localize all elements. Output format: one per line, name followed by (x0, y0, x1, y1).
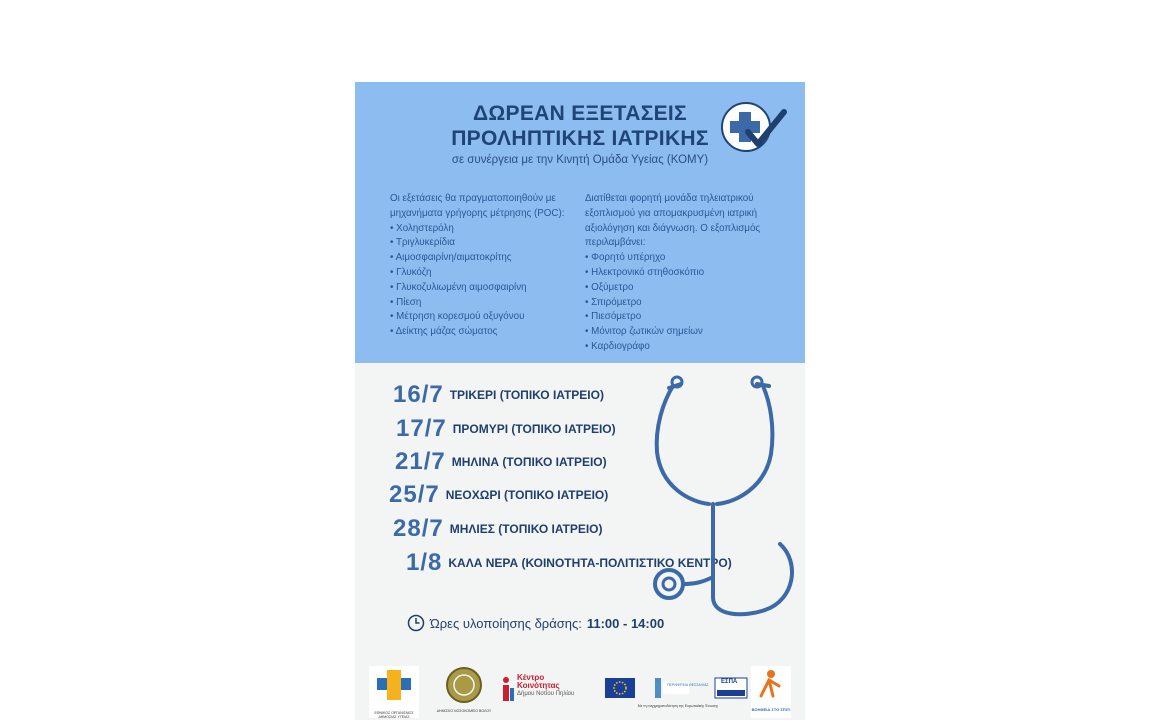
schedule-row (389, 479, 608, 511)
schedule-row (393, 513, 603, 545)
poc-tests-list (390, 222, 585, 340)
hospital-logo (435, 666, 493, 718)
list-item: • Χοληστερόλη (390, 222, 585, 237)
header-panel (355, 82, 805, 363)
hours-value: 11:00 - 14:00 (586, 615, 665, 631)
schedule-date: 16/7 (393, 381, 444, 408)
list-item: • Ηλεκτρονικό στηθοσκόπιο (585, 266, 795, 281)
schedule-date: 28/7 (393, 515, 444, 542)
schedule-row (393, 379, 604, 411)
list-item: • Πίεση (390, 296, 585, 311)
kentro-line3: Δήμου Νοτίου Πηλίου (517, 691, 575, 697)
list-item: • Φορητό υπέρηχο (585, 251, 795, 266)
poc-tests-column (390, 192, 585, 340)
schedule-row (396, 413, 616, 445)
home-help-figure-icon (751, 666, 791, 702)
eody-logo (369, 666, 419, 718)
poster-subtitle: σε συνέργεια με την Κινητή Ομάδα Υγείας (ΚΟΜΥ) (451, 154, 709, 166)
schedule-place: ΤΡΙΚΕΡΙ (ΤΟΠΙΚΟ ΙΑΤΡΕΙΟ) (449, 388, 604, 402)
kentro-line2: Κοινότητας (517, 681, 560, 690)
stethoscope-icon (645, 372, 805, 622)
poster (355, 82, 805, 720)
eu-partners-logo (603, 674, 753, 714)
schedule-place: ΚΑΛΑ ΝΕΡΑ (ΚΟΙΝΟΤΗΤΑ-ΠΟΛΙΤΙΣΤΙΚΟ ΚΕΝΤΡΟ) (448, 556, 732, 570)
espa-label: ΕΣΠΑ (721, 679, 738, 685)
hours-line (407, 614, 664, 632)
telemedicine-column (585, 192, 795, 355)
home-help-logo (751, 666, 791, 718)
telemedicine-intro: Διατίθεται φορητή μονάδα τηλειατρικού εξοπλισμού για απομακρυσμένη ιατρική αξιολόγηση και διάγνωση. Ο εξοπλισμός περιλαμβάνει: (585, 193, 761, 249)
kentro-people-icon (501, 674, 515, 704)
schedule-place: ΝΕΟΧΩΡΙ (ΤΟΠΙΚΟ ΙΑΤΡΕΙΟ) (445, 488, 609, 502)
list-item: • Σπιρόμετρο (585, 296, 795, 311)
home-help-caption: ΒΟΗΘΕΙΑ ΣΤΟ ΣΠΙΤΙ (751, 707, 791, 712)
thessaly-label: ΠΕΡΙΦΕΡΕΙΑ ΘΕΣΣΑΛΙΑΣ (667, 683, 709, 687)
equipment-list (585, 251, 795, 355)
schedule-place: ΜΗΛΙΝΑ (ΤΟΠΙΚΟ ΙΑΤΡΕΙΟ) (451, 455, 607, 469)
list-item: • Γλυκόζη (390, 266, 585, 281)
schedule-date: 17/7 (396, 415, 447, 442)
schedule-place: ΜΗΛΙΕΣ (ΤΟΠΙΚΟ ΙΑΤΡΕΙΟ) (449, 522, 603, 536)
poc-intro: Οι εξετάσεις θα πραγματοποιηθούν με μηχανήματα γρήγορης μέτρησης (POC): (390, 193, 565, 219)
schedule-date: 25/7 (389, 481, 440, 508)
poster-title-line2: ΠΡΟΛΗΠΤΙΚΗΣ ΙΑΤΡΙΚΗΣ (451, 127, 709, 150)
list-item: • Μέτρηση κορεσμού οξυγόνου (390, 310, 585, 325)
schedule-row (395, 446, 607, 478)
hours-label: Ώρες υλοποίησης δράσης: (430, 615, 582, 631)
eu-caption: Με τη συγχρηματοδότηση της Ευρωπαϊκής Ένωσης (637, 704, 719, 708)
kentro-line1: Κέντρο (517, 673, 545, 682)
hospital-seal-icon (435, 666, 493, 704)
eody-cross-icon (369, 666, 419, 706)
list-item: • Γλυκοζυλιωμένη αιμοσφαιρίνη (390, 281, 585, 296)
hospital-caption: ΔΗΜΟΣΙΟ ΝΟΣΟΚΟΜΕΙΟ ΒΟΛΟΥ (436, 709, 492, 713)
list-item: • Δείκτης μάζας σώματος (390, 325, 585, 340)
schedule-place: ΠΡΟΜΥΡΙ (ΤΟΠΙΚΟ ΙΑΤΡΕΙΟ) (452, 422, 616, 436)
schedule-date: 1/8 (406, 549, 443, 576)
kentro-logo (501, 674, 579, 714)
schedule-date: 21/7 (395, 448, 446, 475)
list-item: • Οξύμετρο (585, 281, 795, 296)
list-item: • Τριγλυκερίδια (390, 236, 585, 251)
list-item: • Καρδιογράφο (585, 340, 795, 355)
clock-icon (407, 614, 425, 632)
eody-caption: ΕΘΝΙΚΟΣ ΟΡΓΑΝΙΣΜΟΣ ΔΗΜΟΣΙΑΣ ΥΓΕΙΑΣ (374, 711, 414, 719)
medical-check-icon (718, 98, 788, 156)
poster-title-line1: ΔΩΡΕΑΝ ΕΞΕΤΑΣΕΙΣ (473, 102, 687, 125)
list-item: • Αιμοσφαιρίνη/αιματοκρίτης (390, 251, 585, 266)
list-item: • Μόνιτορ ζωτικών σημείων (585, 325, 795, 340)
list-item: • Πιεσόμετρο (585, 310, 795, 325)
sponsor-logos (355, 664, 805, 720)
